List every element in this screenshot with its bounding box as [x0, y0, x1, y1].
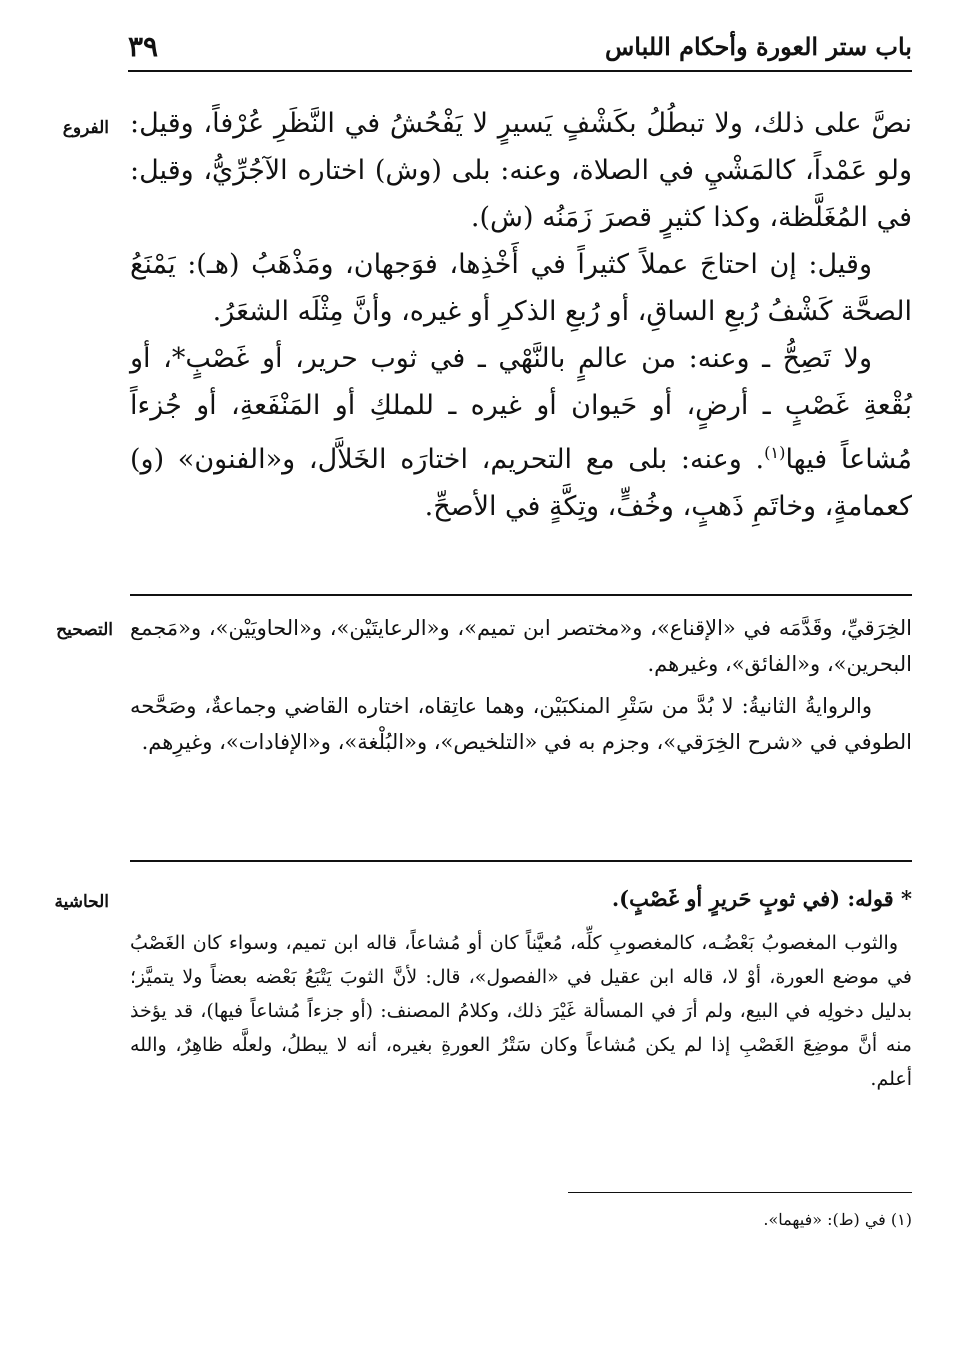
- label-tashih: التصحيح: [56, 620, 113, 640]
- footnote: (١) في (ط): «فيهما».: [763, 1210, 912, 1229]
- main-paragraph-2: وقيل: إن احتاجَ عملاً كثيراً في أَخْذِها، فوَجهان، ومَذْهَبُ (هـ): يَمْنَعُ الصحَّة كَشْفُ رُبعِ الساقِ، أو رُبعِ الذكرِ أو غيره، وأنَّ مِثْلَه الشعَرُ.: [130, 249, 912, 327]
- label-furu: الفروع: [62, 118, 109, 138]
- footnote-separator: [568, 1192, 912, 1193]
- tashih-paragraph-1: الخِرَقيِّ، وقَدَّمَه في «الإقناع»، و«مختصر ابن تميم»، و«الرعايتَيْن»، و«الحاويَيْن»، و«مَجمع البحرين»، و«الفائق»، وغيرهم.: [130, 616, 912, 676]
- separator-tashih: [130, 594, 912, 596]
- main-paragraph-3: [130, 335, 912, 530]
- page-header: [128, 26, 912, 72]
- main-paragraph-1: نصَّ على ذلك، ولا تبطُلُ بكَشْفٍ يَسيرٍ لا يَفْحُشُ في النَّظَرِ عُرْفاً، وقيل: ولو عَمْداً، كالمَشْيِ في الصلاة، وعنه: بلى (وش) اختاره الآجُرِّيُّ، وقيل: في المُغَلَّظة، وكذا كثيرٍ قصرَ زَمَنُه (ش).: [130, 108, 912, 233]
- footnote-ref[interactable]: (١): [764, 443, 786, 462]
- hashiya-paragraph: والثوب المغصوبُ بَعْضُـه، كالمغصوبِ كلِّه، مُعيَّناً كان أو مُشاعاً، قاله ابن تميم، وسواء كان الغَصْبُ في موضع العورة، أوْ لا، قاله ابن عقيل في «الفصول»، قال: لأنَّ الثوبَ يَتْبَعُ بَعْضه بعضاً ولا يتميَّز؛ بدليل دخولِه في البيع، ولم أرَ في المسألة غَيْرَ ذلك، وكلامُ المصنف: (أو جزءاً مُشاعاً فيها)، قد يؤخذ منه أنَّ موضِعَ الغَصْبِ إذا لم يكن مُشاعاً وكان سَتْرُ العورةِ بغيره، أنه لا يبطلُ، ولعلَّه ظاهِرٌ، والله أعلم.: [130, 932, 912, 1090]
- hashiya-text: [130, 882, 912, 1096]
- separator-hashiya: [130, 860, 912, 862]
- main-paragraph-3-a: ولا تَصِحُّ ـ وعنه: من عالمٍ بالنَّهْي ـ في ثوب حرير، أو غَصْبٍ*، أو بُقْعةِ غَصْبٍ ـ أرضٍ، أو حَيوان أو غيره ـ للملكِ أو المَنْفَعةِ، أو جُزءاً مُشاعاً فيها: [130, 343, 912, 475]
- main-text: [130, 100, 912, 530]
- label-hashiya: الحاشية: [54, 892, 109, 912]
- main-paragraph-3-b: . وعنه: بلى مع التحريم، اختارَه الخَلاَّل، و«الفنون» (و) كعمامةٍ، وخاتَمِ ذَهبٍ، وخُفٍّ، وتِكَّةٍ في الأصحِّ.: [130, 444, 912, 522]
- tashih-text: [130, 610, 912, 760]
- header-rule: [128, 70, 912, 72]
- hashiya-quote: * قوله: (في ثوبٍ حَريرٍ أو غَصْبٍ).: [611, 886, 912, 911]
- page-number: ٣٩: [128, 30, 159, 63]
- chapter-title: باب ستر العورة وأحكام اللباس: [604, 32, 912, 61]
- tashih-paragraph-2: والروايةُ الثانيةُ: لا بُدَّ من سَتْرِ المنكبَيْن، وهما عاتِقاه، اختاره القاضي وجماعةٌ، وصَحَّحه الطوفي في «شرح الخِرَقي»، وجزم به في «التلخيص»، و«البُلْغة»، و«الإفادات»، وغيرِهم.: [130, 694, 912, 754]
